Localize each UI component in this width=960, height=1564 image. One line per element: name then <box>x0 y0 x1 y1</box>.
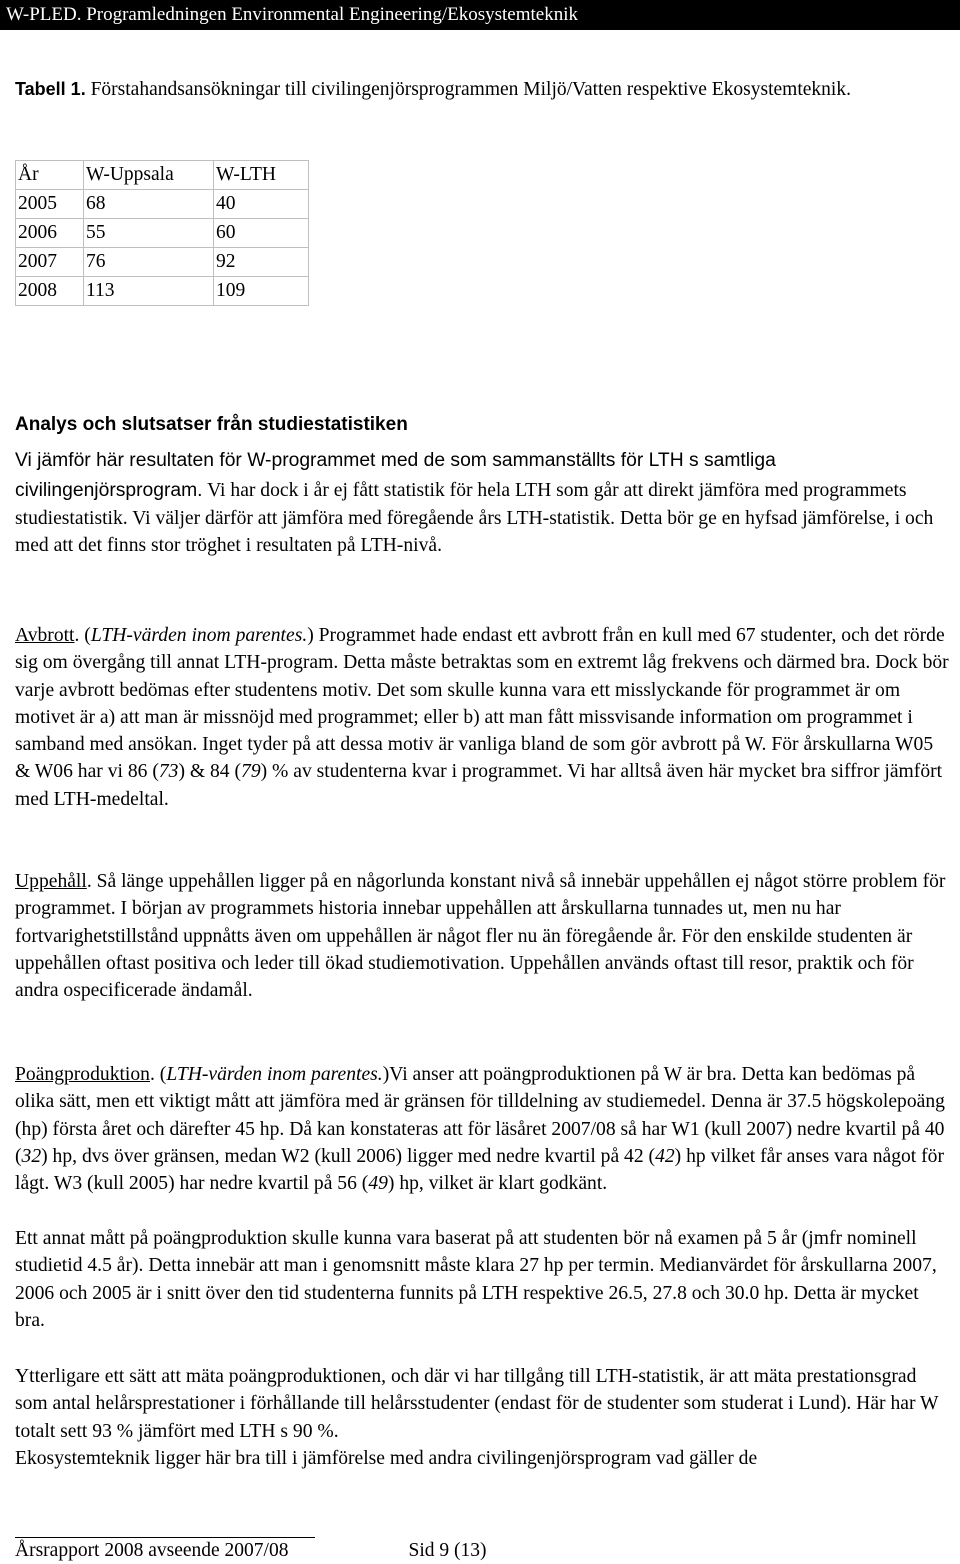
table-cell: 2006 <box>16 219 84 248</box>
poang-italic-1: 32 <box>21 1145 42 1167</box>
poang-title: Poängproduktion <box>15 1064 150 1085</box>
table-cell: 40 <box>214 190 309 219</box>
avbrott-title: Avbrott <box>15 625 75 646</box>
footer-page-number: Sid 9 (13) <box>408 1540 487 1561</box>
poang-italic-2: 42 <box>655 1145 675 1167</box>
applications-table <box>15 160 309 306</box>
table-row <box>16 219 309 248</box>
ekosystem-paragraph: Ekosystemteknik ligger här bra till i jämförelse med andra civilingenjörsprogram vad gäller de <box>15 1448 758 1469</box>
footer-report-title: Årsrapport 2008 avseende 2007/08 <box>15 1540 289 1561</box>
table-cell: 2005 <box>16 190 84 219</box>
avbrott-text-1: ) Programmet hade endast ett avbrott från en kull med 67 studenter, och det rörde sig om övergång till annat LTH-program. Detta måste betraktas som en extremt låg frekvens och därmed bra. Dock bör varje avbrott bedömas efter studentens motiv. Det som skulle kunna vara ett misslyckande för programmet är om motivet är a) att man är missnöjd med programmet; eller b) att man fått missvisande information om programmet i samband med ansökan. Inget tyder på att dessa motiv är vanliga bland de som gör avbrott på W. För årskullarna W05 & W06 har vi 86 ( <box>15 625 949 783</box>
table-row <box>16 190 309 219</box>
table-cell: 60 <box>214 219 309 248</box>
avbrott-paragraph <box>15 622 950 813</box>
table-cell: 109 <box>214 277 309 306</box>
poang-text-1: )Vi anser att poängproduktionen på W är bra. Detta kan bedömas på olika sätt, men ett viktigt mått att jämföra med är gränsen för tilldelning av studiemedel. Denna är 37.5 högskolepoäng (hp) första året och därefter 45 hp. Då kan konstateras att för läsåret 2007/08 så har W1 (kull 2007) nedre kvartil på 40 ( <box>15 1064 945 1167</box>
avbrott-paren: . ( <box>74 625 91 646</box>
intro-sans-text: Vi jämför här resultaten för W-programmet med de som sammanställts för LTH s samtliga civilingenjörsprogram. <box>15 450 776 501</box>
uppehall-paragraph <box>15 868 950 1004</box>
table-cell: 68 <box>84 190 214 219</box>
avbrott-italic-2: 79 <box>241 761 261 783</box>
poang-text-3: ) hp vilket får anses vara något för lågt. W3 (kull 2005) har nedre kvartil på 56 ( <box>15 1145 944 1195</box>
header-cell-w-lth: W-LTH <box>214 161 309 190</box>
caption-text: Förstahandsansökningar till civilingenjörsprogrammen Miljö/Vatten respektive Ekosystemteknik. <box>85 79 851 100</box>
table-cell: 113 <box>84 277 214 306</box>
running-header: W-PLED. Programledningen Environmental Engineering/Ekosystemteknik <box>0 0 960 30</box>
caption-label: Tabell 1. <box>15 79 86 99</box>
poang-paragraph-2: Ett annat mått på poängproduktion skulle kunna vara baserat på att studenten bör nå examen på 5 år (jmfr nominell studietid 4.5 år). Detta innebär att man i genomsnitt måste klara 27 hp per termin. Medianvärdet för årskullarna 2007, 2006 och 2005 är i snitt över den tid studenterna funnits på LTH respektive 26.5, 27.8 och 30.0 hp. Detta är mycket bra. <box>15 1228 937 1331</box>
uppehall-title: Uppehåll <box>15 871 87 892</box>
poang-paren: . ( <box>149 1064 167 1085</box>
section-heading: Analys och slutsatser från studiestatistiken <box>15 414 408 435</box>
header-cell-year: År <box>16 161 84 190</box>
poang-paragraph <box>15 1061 950 1197</box>
table-cell: 2008 <box>16 277 84 306</box>
intro-paragraph <box>15 446 950 560</box>
table-caption <box>15 75 915 104</box>
intro-rest-text: Vi har dock i år ej fått statistik för hela LTH som går att direkt jämföra med programmets studiestatistik. Vi väljer därför att jämföra med föregående års LTH-statistik. Detta bör ge en hyfsad jämförelse, i och med att det finns stor tröghet i resultaten på LTH-nivå. <box>15 479 934 557</box>
uppehall-text: . Så länge uppehållen ligger på en någorlunda konstant nivå så innebär uppehållen ej något större problem för programmet. I början av programmets historia innebar uppehållen att årskullarna tunnades ut, men nu har fortvarighetstillstånd uppnåtts även om uppehållen är något fler nu än föregående år. För den enskilde studenten är uppehållen oftast positiva och leder till ökad studiemotivation. Uppehållen används oftast till resor, praktik och för andra ospecificerade ändamål. <box>15 871 946 1002</box>
table-cell: 76 <box>84 248 214 277</box>
page-footer <box>15 1539 486 1563</box>
avbrott-text-3: ) % av studenterna kvar i programmet. Vi har alltså även här mycket bra siffror jämfört med LTH-medeltal. <box>15 761 943 810</box>
poang-italic: LTH-värden inom parentes. <box>166 1064 383 1085</box>
table-cell: 2007 <box>16 248 84 277</box>
avbrott-italic-1: 73 <box>158 761 179 783</box>
poang-text-4: ) hp, vilket är klart godkänt. <box>387 1173 608 1195</box>
poang-text-2: ) hp, dvs över gränsen, medan W2 (kull 2006) ligger med nedre kvartil på 42 ( <box>41 1145 656 1167</box>
footer-divider <box>15 1537 315 1538</box>
avbrott-italic: LTH-värden inom parentes. <box>90 625 308 646</box>
table-cell: 55 <box>84 219 214 248</box>
table-row <box>16 248 309 277</box>
header-cell-w-uppsala: W-Uppsala <box>84 161 214 190</box>
table-header-row <box>16 161 309 190</box>
poang-italic-3: 49 <box>368 1173 388 1195</box>
ytterligare-paragraph: Ytterligare ett sätt att mäta poängproduktionen, och där vi har tillgång till LTH-statistik, är att mäta prestationsgrad som antal helårsprestationer i förhållande till helårsstudenter (endast för de studenter som studerat i Lund). Här har W totalt sett 93 % jämfört med LTH s 90 %. <box>15 1366 939 1442</box>
avbrott-text-2: ) & 84 ( <box>178 761 242 783</box>
table-cell: 92 <box>214 248 309 277</box>
table-row <box>16 277 309 306</box>
